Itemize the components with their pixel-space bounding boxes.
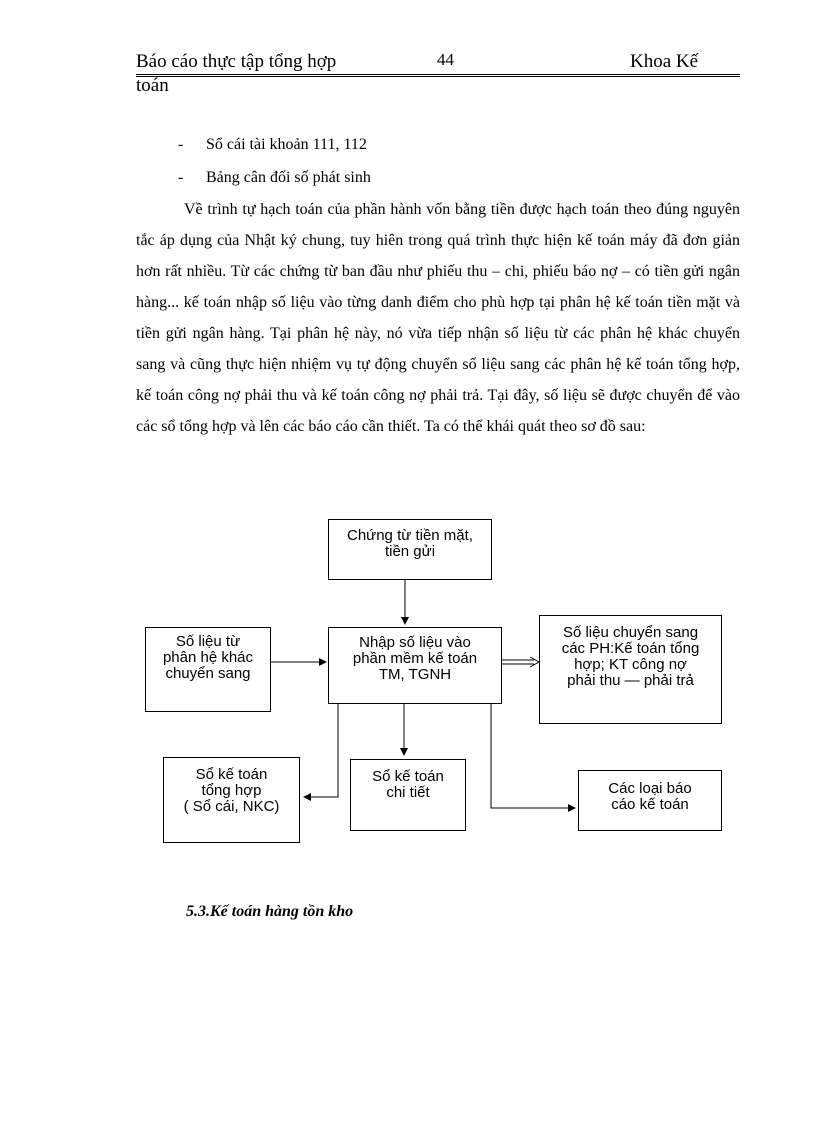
box-line: Số liệu từ [175,633,241,650]
bullet-text: Bảng cân đối số phát sinh [206,169,371,186]
bullet-marker: - [178,136,184,153]
box-line: tổng hợp [201,782,262,799]
arrow-entry-to-transfer-head [530,657,539,667]
box-line: phải thu — phải trả [567,672,694,689]
box-line: Chứng từ tiền mặt, [347,527,473,544]
section-heading: 5.3.Kế toán hàng tồn kho [186,903,354,920]
box-data-entry [328,627,502,704]
box-line: chi tiết [386,784,430,801]
page-number: 44 [437,50,454,69]
box-line: tiền gửi [384,543,436,560]
box-detail-ledger [350,759,466,831]
box-other-modules [145,627,271,712]
box-line: Các loại báo [608,780,692,797]
bullet-marker: - [178,169,184,186]
header-left-title: Báo cáo thực tập tổng hợp [136,51,337,72]
box-line: hợp; KT công nợ [574,656,687,673]
bullet-text: Sổ cái tài khoản 111, 112 [206,136,367,153]
box-line: Sổ kế toán [195,766,268,783]
box-line: chuyển sang [165,665,251,682]
box-general-ledger [163,757,300,843]
box-line: TM, TGNH [378,666,452,683]
body-paragraph-text: Về trình tự hạch toán của phần hành vốn bằng tiền được hạch toán theo đúng nguyên tắc áp dụng của Nhật ký chung, tuy hiên trong quá trình thực hiện kế toán máy đã đơn giản hơn rất nhiều. Từ các chứng từ ban đầu như phiếu thu – chi, phiếu báo nợ – có tiền gửi ngân hàng... kế toán nhập số liệu vào từng danh điểm cho phù hợp tại phân hệ kế toán tiền mặt và tiền gửi ngân hàng. Tại phân hệ này, nó vừa tiếp nhận số liệu từ các phân hệ khác chuyển sang và cũng thực hiện nhiệm vụ tự động chuyển số liệu sang các phân hệ kế toán tổng hợp, kế toán công nợ phải thu và kế toán công nợ phải trả. Tại đây, số liệu sẽ được chuyển để vào các sổ tổng hợp và lên các báo cáo cần thiết. Ta có thể khái quát theo sơ đồ sau: [136,201,740,435]
header-right-title: Khoa Kế [630,51,699,72]
box-line: Nhập số liệu vào [359,634,471,651]
box-source-documents [328,519,492,580]
box-line: Sổ kế toán [372,768,444,785]
box-reports [578,770,722,831]
box-transfer-out [539,615,722,724]
header-right-title-wrap: toán [136,75,169,96]
box-line: ( Sổ cái, NKC) [183,798,280,815]
box-line: các PH:Kế toán tổng [561,640,700,657]
box-line: phân hệ khác [162,649,254,666]
arrow-entry-to-general [304,704,338,797]
box-line: cáo kế toán [611,796,689,813]
box-line: phần mềm kế toán [352,650,478,667]
box-line: Số liệu chuyển sang [562,624,699,641]
